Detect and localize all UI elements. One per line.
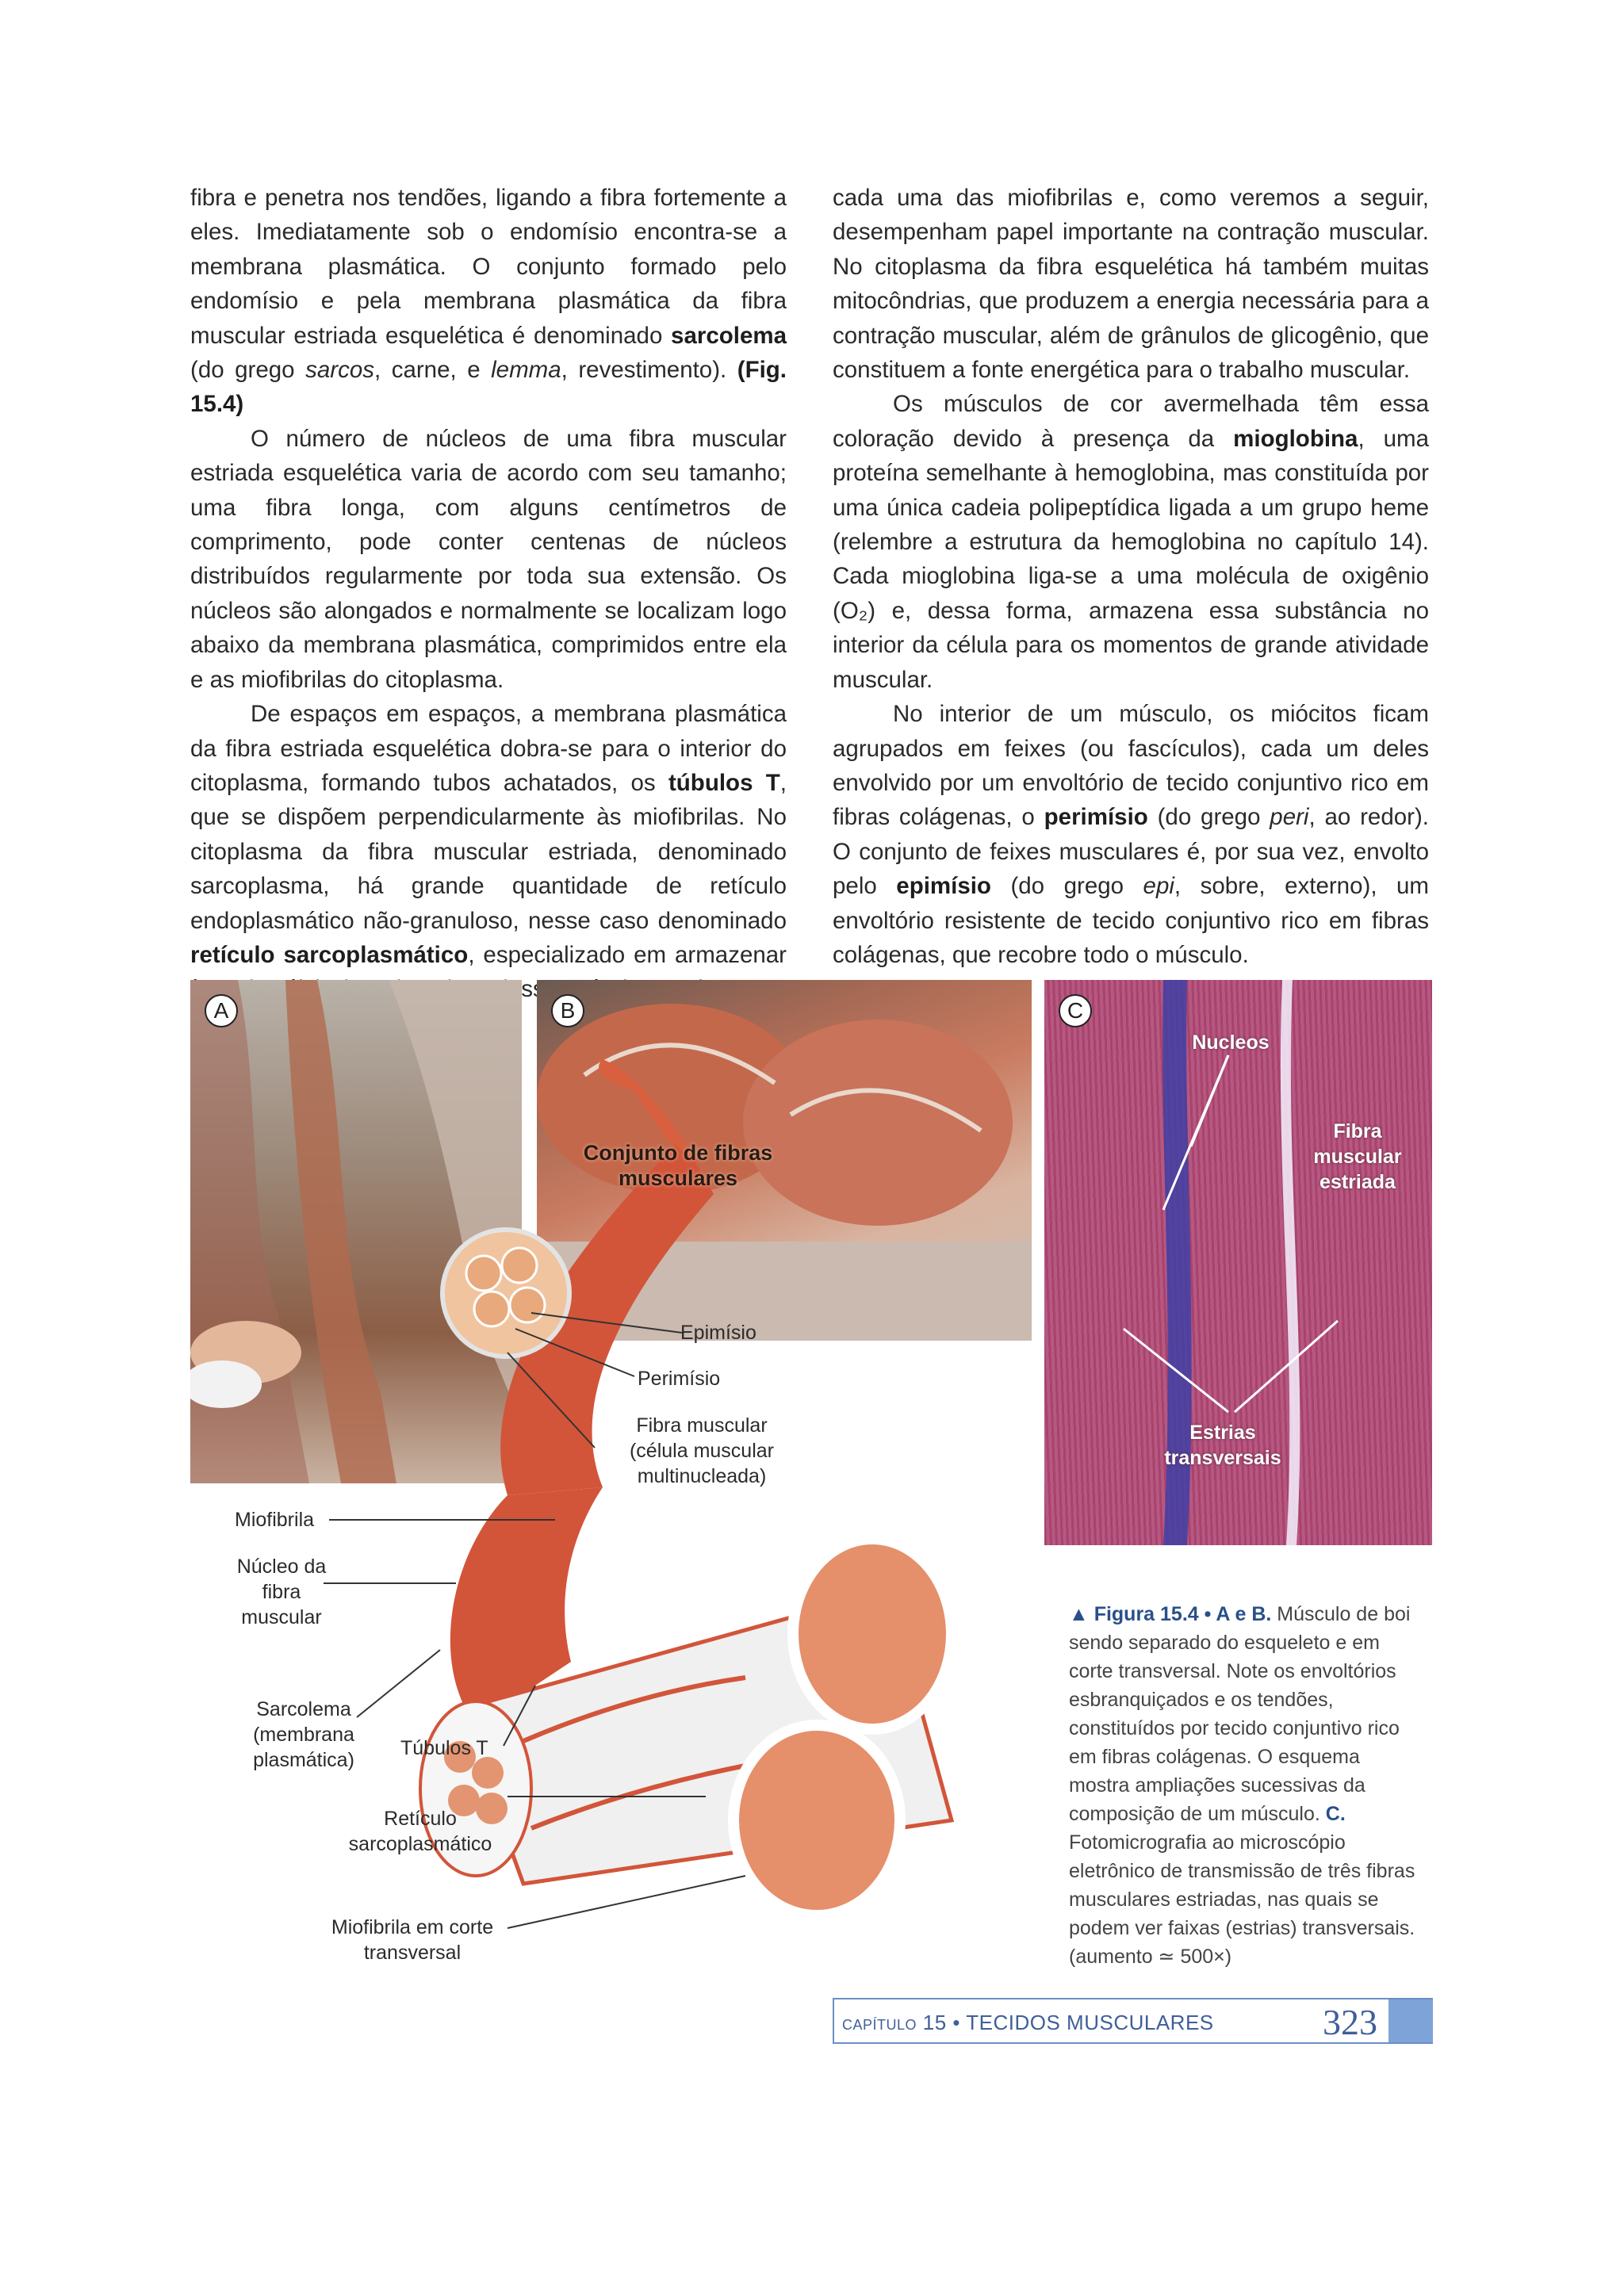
label-estrias: Estrias transversais	[1164, 1422, 1281, 1469]
caption-title: ▲ Figura 15.4 • A e B.	[1069, 1603, 1272, 1625]
page-footer	[833, 1998, 1433, 2044]
label-tubulos-t: Túbulos T	[400, 1737, 488, 1759]
left-column	[190, 181, 787, 1007]
label-nucleo: Núcleo da fibra muscular	[236, 1556, 327, 1628]
footer-chapter: CAPÍTULO 15 • TECIDOS MUSCULARES	[842, 2011, 1214, 2034]
myofibril-section-top	[793, 1539, 952, 1729]
panel-letter-a: A	[205, 994, 238, 1027]
myofibril-section-bottom	[733, 1725, 900, 1915]
label-fibra-estriada: Fibra muscular estriada	[1313, 1120, 1402, 1193]
figure-caption: ▲ Figura 15.4 • A e B. Músculo de boi sendo separado do esqueleto e em corte transversal. Note os envoltórios esbranquiçados e os tendões, constituídos por tecido conjuntivo rico em fibras colágenas. O esquema mostra ampliações sucessivas da composição de um músculo. C. Fotomicrografia ao microscópio eletrônico de transmissão de três fibras musculares estriadas, nas quais se podem ver faixas (estrias) transversais. (aumento ≃ 500×)	[1069, 1603, 1415, 1968]
page-number: 323	[1323, 2002, 1377, 2042]
panel-letter-b: B	[551, 994, 584, 1027]
label-conjunto-fibras: Conjunto de fibras musculares	[583, 1141, 773, 1190]
left-paragraph-2: O número de núcleos de uma fibra muscular estriada esquelética varia de acordo com seu tamanho; uma fibra longa, com alguns centímetros de comprimento, pode conter centenas de núcleos distribuídos regularmente por toda sua extensão. Os núcleos são alongados e normalmente se localizam logo abaixo da membrana plasmática, comprimidos entre ela e as miofibrilas do citoplasma.	[190, 425, 787, 693]
right-paragraph-1: cada uma das miofibrilas e, como veremos a seguir, desempenham papel importante na contração muscular. No citoplasma da fibra esquelética há também muitas mitocôndrias, que produzem a energia necessária para a contração muscular, além de grânulos de glicogênio, que constituem a fonte energética para o trabalho muscular.	[833, 185, 1429, 384]
left-paragraph-1: fibra e penetra nos tendões, ligando a fibra fortemente a eles. Imediatamente sob o endomísio encontra-se a membrana plasmática. O conjunto formado pelo endomísio e pela membrana plasmática da fibra muscular estriada esquelética é denominado sarcolema (do grego sarcos, carne, e lemma, revestimento). (Fig. 15.4)	[190, 185, 787, 418]
left-paragraph-3: De espaços em espaços, a membrana plasmática da fibra estriada esquelética dobra-se para o interior do citoplasma, formando tubos achatados, os túbulos T, que se dispõem perpendicularmente às miofibrilas. No citoplasma da fibra muscular estriada, denominado sarcoplasma, há grande quantidade de retículo endoplasmático não-granuloso, nesse caso denominado retículo sarcoplasmático, especializado em armazenar desse	[190, 701, 787, 1003]
label-sarcolema: Sarcolema (membrana plasmática)	[253, 1698, 354, 1771]
label-miofibrila: Miofibrila	[235, 1509, 315, 1531]
label-epimisio: Epimísio	[680, 1322, 756, 1344]
fascicle-cross-section	[442, 1230, 569, 1357]
right-paragraph-3: No interior de um músculo, os miócitos ficam agrupados em feixes (ou fascículos), cada um deles envolvido por um envoltório de tecido conjuntivo rico em fibras colágenas, o perimísio (do grego peri, ao redor). O conjunto de feixes musculares é, por sua vez, envolto pelo epimísio (do grego epi, sobre, externo), um envoltório resistente de tecido conjuntivo rico em fibras colágenas, que recobre todo o músculo.	[833, 701, 1429, 968]
label-reticulo: Retículo sarcoplasmático	[348, 1808, 492, 1855]
label-miofibrila-corte: Miofibrila em corte transversal	[331, 1916, 494, 1964]
label-perimisio: Perimísio	[638, 1368, 721, 1390]
right-column	[833, 181, 1429, 972]
label-nucleos: Nucleos	[1192, 1031, 1270, 1054]
right-paragraph-2: Os músculos de cor avermelhada têm essa coloração devido à presença da mioglobina, uma proteína semelhante à hemoglobina, mas constituída por uma única cadeia polipeptídica ligada a um grupo heme (relembre a estrutura da hemoglobina no capítulo 14). Cada mioglobina liga-se a uma molécula de oxigênio (O₂) e, dessa forma, armazena essa substância no interior da célula para os momentos de grande atividade muscular.	[833, 391, 1429, 693]
footer-accent-box	[1388, 1999, 1433, 2042]
panel-letter-c: C	[1059, 994, 1092, 1027]
label-fibra-muscular: Fibra muscular (célula muscular multinucleada)	[629, 1414, 774, 1487]
